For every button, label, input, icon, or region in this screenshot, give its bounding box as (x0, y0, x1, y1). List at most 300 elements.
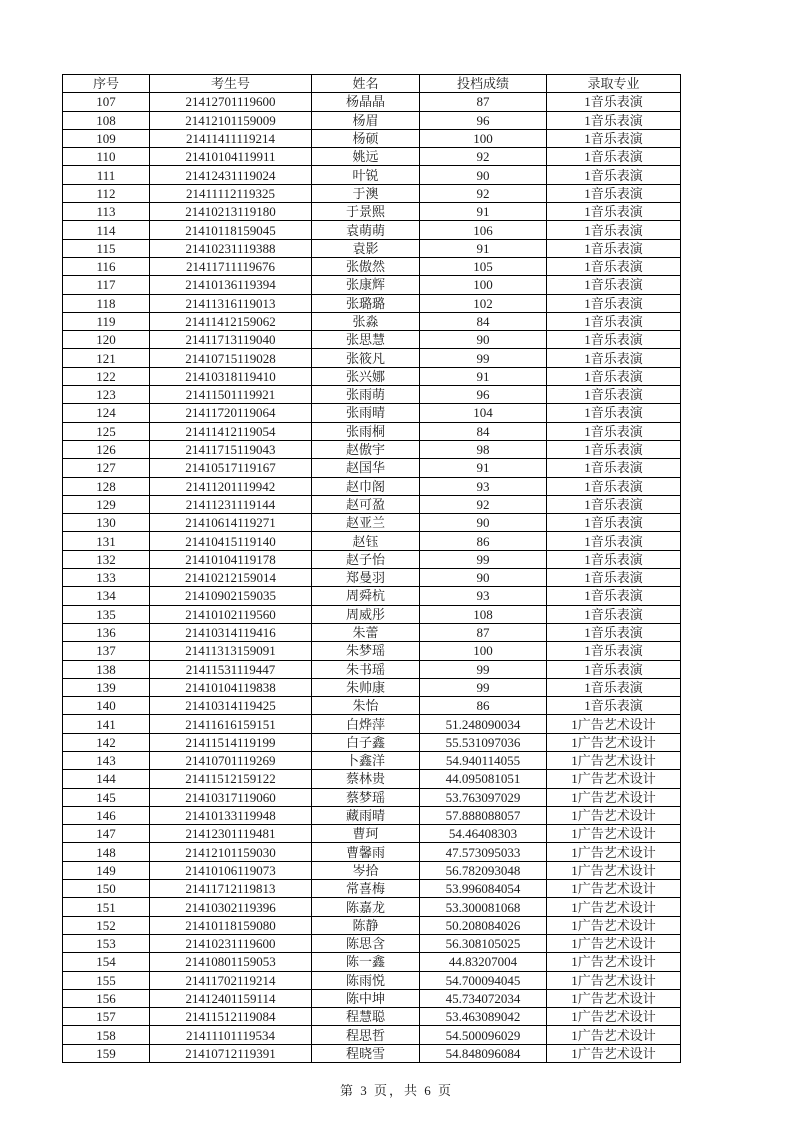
cell-serial-number: 136 (63, 623, 150, 641)
cell-name: 张傲然 (312, 257, 420, 275)
cell-name: 姚远 (312, 148, 420, 166)
table-row (63, 971, 681, 989)
table-row (63, 239, 681, 257)
cell-candidate-number: 21412431119024 (150, 166, 312, 184)
table-row (63, 770, 681, 788)
cell-serial-number: 127 (63, 459, 150, 477)
cell-serial-number: 132 (63, 550, 150, 568)
cell-candidate-number: 21410318119410 (150, 367, 312, 385)
cell-name: 藏雨晴 (312, 806, 420, 824)
cell-admitted-major: 1广告艺术设计 (547, 934, 681, 952)
cell-score: 56.308105025 (420, 934, 547, 952)
cell-score: 54.46408303 (420, 825, 547, 843)
column-header-score: 投档成绩 (420, 75, 547, 93)
cell-name: 袁影 (312, 239, 420, 257)
table-row (63, 898, 681, 916)
cell-admitted-major: 1广告艺术设计 (547, 715, 681, 733)
cell-candidate-number: 21410701119269 (150, 751, 312, 769)
table-row (63, 623, 681, 641)
cell-serial-number: 119 (63, 312, 150, 330)
cell-candidate-number: 21411112119325 (150, 184, 312, 202)
cell-name: 朱蕾 (312, 623, 420, 641)
cell-score: 99 (420, 678, 547, 696)
cell-name: 常喜梅 (312, 880, 420, 898)
cell-name: 陈一鑫 (312, 953, 420, 971)
cell-name: 陈中坤 (312, 989, 420, 1007)
cell-candidate-number: 21410102119560 (150, 605, 312, 623)
cell-score: 99 (420, 349, 547, 367)
table-row (63, 404, 681, 422)
cell-serial-number: 159 (63, 1044, 150, 1062)
cell-serial-number: 143 (63, 751, 150, 769)
header-row (63, 75, 681, 93)
cell-name: 曹珂 (312, 825, 420, 843)
column-header-candidate-number: 考生号 (150, 75, 312, 93)
cell-admitted-major: 1音乐表演 (547, 111, 681, 129)
cell-serial-number: 112 (63, 184, 150, 202)
cell-serial-number: 126 (63, 440, 150, 458)
cell-admitted-major: 1音乐表演 (547, 294, 681, 312)
cell-score: 91 (420, 459, 547, 477)
cell-candidate-number: 21410614119271 (150, 514, 312, 532)
cell-name: 郑曼羽 (312, 569, 420, 587)
cell-admitted-major: 1音乐表演 (547, 129, 681, 147)
cell-score: 53.463089042 (420, 1008, 547, 1026)
cell-serial-number: 150 (63, 880, 150, 898)
cell-serial-number: 144 (63, 770, 150, 788)
cell-admitted-major: 1音乐表演 (547, 331, 681, 349)
cell-name: 杨眉 (312, 111, 420, 129)
cell-name: 蔡林贵 (312, 770, 420, 788)
cell-candidate-number: 21410231119600 (150, 934, 312, 952)
cell-admitted-major: 1音乐表演 (547, 312, 681, 330)
cell-admitted-major: 1音乐表演 (547, 477, 681, 495)
cell-serial-number: 155 (63, 971, 150, 989)
cell-name: 张淼 (312, 312, 420, 330)
table-row (63, 184, 681, 202)
cell-score: 57.888088057 (420, 806, 547, 824)
cell-candidate-number: 21410314119425 (150, 697, 312, 715)
cell-admitted-major: 1音乐表演 (547, 422, 681, 440)
cell-serial-number: 142 (63, 733, 150, 751)
cell-admitted-major: 1广告艺术设计 (547, 953, 681, 971)
table-row (63, 129, 681, 147)
cell-admitted-major: 1广告艺术设计 (547, 843, 681, 861)
cell-name: 袁萌萌 (312, 221, 420, 239)
cell-name: 赵国华 (312, 459, 420, 477)
cell-candidate-number: 21411512119084 (150, 1008, 312, 1026)
table-row (63, 569, 681, 587)
cell-serial-number: 129 (63, 495, 150, 513)
cell-name: 赵子怡 (312, 550, 420, 568)
cell-serial-number: 140 (63, 697, 150, 715)
cell-candidate-number: 21410715119028 (150, 349, 312, 367)
cell-serial-number: 158 (63, 1026, 150, 1044)
admission-roster-table (62, 74, 681, 1063)
cell-serial-number: 147 (63, 825, 150, 843)
cell-name: 陈雨悦 (312, 971, 420, 989)
table-row (63, 1008, 681, 1026)
table-row (63, 477, 681, 495)
cell-score: 51.248090034 (420, 715, 547, 733)
table-row (63, 861, 681, 879)
cell-candidate-number: 21410314119416 (150, 623, 312, 641)
cell-serial-number: 124 (63, 404, 150, 422)
cell-name: 张兴娜 (312, 367, 420, 385)
cell-score: 104 (420, 404, 547, 422)
cell-serial-number: 114 (63, 221, 150, 239)
cell-name: 张雨萌 (312, 386, 420, 404)
cell-serial-number: 117 (63, 276, 150, 294)
cell-name: 白烨萍 (312, 715, 420, 733)
cell-candidate-number: 21411313159091 (150, 642, 312, 660)
table-row (63, 587, 681, 605)
cell-score: 47.573095033 (420, 843, 547, 861)
table-row (63, 440, 681, 458)
table-row (63, 148, 681, 166)
table-row (63, 806, 681, 824)
cell-name: 周舜杭 (312, 587, 420, 605)
table-row (63, 678, 681, 696)
cell-serial-number: 149 (63, 861, 150, 879)
cell-candidate-number: 21411702119214 (150, 971, 312, 989)
cell-serial-number: 107 (63, 93, 150, 111)
cell-score: 45.734072034 (420, 989, 547, 1007)
cell-admitted-major: 1广告艺术设计 (547, 770, 681, 788)
cell-admitted-major: 1音乐表演 (547, 550, 681, 568)
cell-score: 93 (420, 587, 547, 605)
cell-admitted-major: 1广告艺术设计 (547, 788, 681, 806)
cell-candidate-number: 21410213119180 (150, 203, 312, 221)
cell-score: 54.500096029 (420, 1026, 547, 1044)
cell-name: 周威彤 (312, 605, 420, 623)
cell-name: 杨硕 (312, 129, 420, 147)
cell-serial-number: 128 (63, 477, 150, 495)
cell-score: 84 (420, 312, 547, 330)
table-row (63, 532, 681, 550)
cell-score: 92 (420, 184, 547, 202)
cell-admitted-major: 1音乐表演 (547, 623, 681, 641)
cell-name: 赵可盈 (312, 495, 420, 513)
cell-name: 朱怡 (312, 697, 420, 715)
cell-score: 93 (420, 477, 547, 495)
cell-serial-number: 153 (63, 934, 150, 952)
cell-score: 96 (420, 386, 547, 404)
cell-name: 赵傲宇 (312, 440, 420, 458)
cell-score: 100 (420, 642, 547, 660)
cell-admitted-major: 1广告艺术设计 (547, 880, 681, 898)
cell-candidate-number: 21410801159053 (150, 953, 312, 971)
table-row (63, 276, 681, 294)
cell-candidate-number: 21410231119388 (150, 239, 312, 257)
cell-candidate-number: 21411531119447 (150, 660, 312, 678)
table-row (63, 367, 681, 385)
cell-serial-number: 108 (63, 111, 150, 129)
cell-admitted-major: 1广告艺术设计 (547, 916, 681, 934)
cell-score: 96 (420, 111, 547, 129)
cell-score: 91 (420, 239, 547, 257)
cell-admitted-major: 1广告艺术设计 (547, 733, 681, 751)
cell-serial-number: 134 (63, 587, 150, 605)
cell-admitted-major: 1广告艺术设计 (547, 971, 681, 989)
table-row (63, 422, 681, 440)
column-header-serial-number: 序号 (63, 75, 150, 93)
cell-admitted-major: 1广告艺术设计 (547, 1044, 681, 1062)
cell-admitted-major: 1音乐表演 (547, 459, 681, 477)
table-row (63, 166, 681, 184)
table-row (63, 312, 681, 330)
table-row (63, 825, 681, 843)
cell-admitted-major: 1广告艺术设计 (547, 861, 681, 879)
cell-admitted-major: 1音乐表演 (547, 587, 681, 605)
cell-admitted-major: 1音乐表演 (547, 569, 681, 587)
cell-admitted-major: 1音乐表演 (547, 203, 681, 221)
cell-score: 99 (420, 550, 547, 568)
cell-candidate-number: 21410517119167 (150, 459, 312, 477)
table-row (63, 715, 681, 733)
cell-serial-number: 116 (63, 257, 150, 275)
column-header-name: 姓名 (312, 75, 420, 93)
cell-candidate-number: 21410104119838 (150, 678, 312, 696)
cell-serial-number: 118 (63, 294, 150, 312)
cell-candidate-number: 21411231119144 (150, 495, 312, 513)
cell-admitted-major: 1广告艺术设计 (547, 1008, 681, 1026)
cell-name: 朱书瑶 (312, 660, 420, 678)
cell-name: 程慧聪 (312, 1008, 420, 1026)
cell-candidate-number: 21410104119178 (150, 550, 312, 568)
cell-admitted-major: 1广告艺术设计 (547, 806, 681, 824)
table-body (63, 93, 681, 1063)
cell-admitted-major: 1音乐表演 (547, 367, 681, 385)
table-row (63, 257, 681, 275)
cell-serial-number: 131 (63, 532, 150, 550)
table-row (63, 386, 681, 404)
table-row (63, 550, 681, 568)
cell-serial-number: 152 (63, 916, 150, 934)
cell-score: 53.300081068 (420, 898, 547, 916)
cell-candidate-number: 21411713119040 (150, 331, 312, 349)
cell-candidate-number: 21412701119600 (150, 93, 312, 111)
cell-admitted-major: 1音乐表演 (547, 166, 681, 184)
table-row (63, 989, 681, 1007)
cell-score: 106 (420, 221, 547, 239)
cell-admitted-major: 1广告艺术设计 (547, 751, 681, 769)
table-row (63, 953, 681, 971)
cell-candidate-number: 21411101119534 (150, 1026, 312, 1044)
cell-score: 86 (420, 532, 547, 550)
cell-score: 98 (420, 440, 547, 458)
cell-serial-number: 130 (63, 514, 150, 532)
cell-candidate-number: 21410212159014 (150, 569, 312, 587)
cell-serial-number: 148 (63, 843, 150, 861)
table-row (63, 93, 681, 111)
cell-admitted-major: 1广告艺术设计 (547, 898, 681, 916)
cell-score: 54.848096084 (420, 1044, 547, 1062)
cell-score: 53.996084054 (420, 880, 547, 898)
cell-admitted-major: 1音乐表演 (547, 514, 681, 532)
table-header (63, 75, 681, 93)
table-row (63, 111, 681, 129)
cell-candidate-number: 21411316119013 (150, 294, 312, 312)
table-row (63, 294, 681, 312)
cell-score: 92 (420, 495, 547, 513)
cell-score: 53.763097029 (420, 788, 547, 806)
cell-score: 102 (420, 294, 547, 312)
cell-name: 张雨桐 (312, 422, 420, 440)
cell-serial-number: 133 (63, 569, 150, 587)
column-header-admitted-major: 录取专业 (547, 75, 681, 93)
cell-score: 90 (420, 569, 547, 587)
table-row (63, 1026, 681, 1044)
cell-candidate-number: 21411720119064 (150, 404, 312, 422)
cell-candidate-number: 21411712119813 (150, 880, 312, 898)
cell-serial-number: 141 (63, 715, 150, 733)
cell-serial-number: 109 (63, 129, 150, 147)
cell-candidate-number: 21410118159080 (150, 916, 312, 934)
cell-score: 55.531097036 (420, 733, 547, 751)
table-row (63, 221, 681, 239)
table-row (63, 788, 681, 806)
cell-admitted-major: 1音乐表演 (547, 440, 681, 458)
cell-score: 90 (420, 514, 547, 532)
cell-serial-number: 123 (63, 386, 150, 404)
cell-serial-number: 135 (63, 605, 150, 623)
cell-admitted-major: 1音乐表演 (547, 386, 681, 404)
table-row (63, 331, 681, 349)
cell-candidate-number: 21410415119140 (150, 532, 312, 550)
cell-name: 叶锐 (312, 166, 420, 184)
cell-name: 陈嘉龙 (312, 898, 420, 916)
cell-serial-number: 121 (63, 349, 150, 367)
cell-score: 108 (420, 605, 547, 623)
table-row (63, 642, 681, 660)
cell-name: 赵巾阁 (312, 477, 420, 495)
table-row (63, 459, 681, 477)
table-row (63, 1044, 681, 1062)
table-row (63, 660, 681, 678)
cell-candidate-number: 21411715119043 (150, 440, 312, 458)
cell-score: 54.940114055 (420, 751, 547, 769)
cell-admitted-major: 1音乐表演 (547, 660, 681, 678)
cell-candidate-number: 21412401159114 (150, 989, 312, 1007)
cell-admitted-major: 1音乐表演 (547, 276, 681, 294)
cell-serial-number: 115 (63, 239, 150, 257)
cell-name: 张康辉 (312, 276, 420, 294)
cell-candidate-number: 21411616159151 (150, 715, 312, 733)
cell-name: 白子鑫 (312, 733, 420, 751)
cell-candidate-number: 21410712119391 (150, 1044, 312, 1062)
cell-candidate-number: 21410902159035 (150, 587, 312, 605)
cell-admitted-major: 1广告艺术设计 (547, 825, 681, 843)
cell-score: 90 (420, 166, 547, 184)
cell-name: 于澳 (312, 184, 420, 202)
cell-score: 91 (420, 203, 547, 221)
cell-score: 84 (420, 422, 547, 440)
cell-admitted-major: 1音乐表演 (547, 148, 681, 166)
cell-candidate-number: 21411412119054 (150, 422, 312, 440)
cell-name: 于景熙 (312, 203, 420, 221)
cell-admitted-major: 1音乐表演 (547, 349, 681, 367)
table-row (63, 843, 681, 861)
page-footer: 第 3 页，共 6 页 (339, 1083, 453, 1098)
table-row (63, 605, 681, 623)
cell-candidate-number: 21410133119948 (150, 806, 312, 824)
cell-admitted-major: 1音乐表演 (547, 221, 681, 239)
cell-score: 44.095081051 (420, 770, 547, 788)
cell-admitted-major: 1音乐表演 (547, 697, 681, 715)
table-row (63, 751, 681, 769)
cell-score: 54.700094045 (420, 971, 547, 989)
cell-name: 朱梦瑶 (312, 642, 420, 660)
cell-serial-number: 113 (63, 203, 150, 221)
cell-candidate-number: 21411514119199 (150, 733, 312, 751)
cell-name: 赵钰 (312, 532, 420, 550)
cell-serial-number: 154 (63, 953, 150, 971)
cell-serial-number: 146 (63, 806, 150, 824)
table-row (63, 203, 681, 221)
cell-score: 105 (420, 257, 547, 275)
cell-score: 50.208084026 (420, 916, 547, 934)
cell-admitted-major: 1广告艺术设计 (547, 989, 681, 1007)
cell-candidate-number: 21412101159030 (150, 843, 312, 861)
cell-admitted-major: 1音乐表演 (547, 642, 681, 660)
cell-admitted-major: 1音乐表演 (547, 605, 681, 623)
cell-score: 56.782093048 (420, 861, 547, 879)
cell-serial-number: 111 (63, 166, 150, 184)
cell-admitted-major: 1音乐表演 (547, 257, 681, 275)
cell-score: 100 (420, 276, 547, 294)
cell-score: 87 (420, 93, 547, 111)
cell-name: 程晓雪 (312, 1044, 420, 1062)
cell-admitted-major: 1音乐表演 (547, 678, 681, 696)
cell-name: 曹馨雨 (312, 843, 420, 861)
cell-serial-number: 125 (63, 422, 150, 440)
cell-score: 44.83207004 (420, 953, 547, 971)
cell-candidate-number: 21410104119911 (150, 148, 312, 166)
table-row (63, 880, 681, 898)
cell-admitted-major: 1音乐表演 (547, 239, 681, 257)
table-row (63, 514, 681, 532)
cell-serial-number: 122 (63, 367, 150, 385)
cell-candidate-number: 21411512159122 (150, 770, 312, 788)
cell-score: 87 (420, 623, 547, 641)
cell-score: 92 (420, 148, 547, 166)
cell-candidate-number: 21410106119073 (150, 861, 312, 879)
table-row (63, 495, 681, 513)
cell-candidate-number: 21412101159009 (150, 111, 312, 129)
cell-serial-number: 137 (63, 642, 150, 660)
cell-name: 赵亚兰 (312, 514, 420, 532)
cell-candidate-number: 21411711119676 (150, 257, 312, 275)
table-row (63, 934, 681, 952)
cell-score: 100 (420, 129, 547, 147)
cell-score: 99 (420, 660, 547, 678)
cell-name: 杨晶晶 (312, 93, 420, 111)
cell-name: 岑拾 (312, 861, 420, 879)
cell-admitted-major: 1音乐表演 (547, 184, 681, 202)
cell-score: 91 (420, 367, 547, 385)
cell-candidate-number: 21411501119921 (150, 386, 312, 404)
cell-name: 张雨晴 (312, 404, 420, 422)
cell-admitted-major: 1广告艺术设计 (547, 1026, 681, 1044)
cell-serial-number: 145 (63, 788, 150, 806)
cell-serial-number: 139 (63, 678, 150, 696)
cell-candidate-number: 21412301119481 (150, 825, 312, 843)
cell-admitted-major: 1音乐表演 (547, 495, 681, 513)
cell-name: 陈思含 (312, 934, 420, 952)
cell-score: 90 (420, 331, 547, 349)
cell-candidate-number: 21411411119214 (150, 129, 312, 147)
